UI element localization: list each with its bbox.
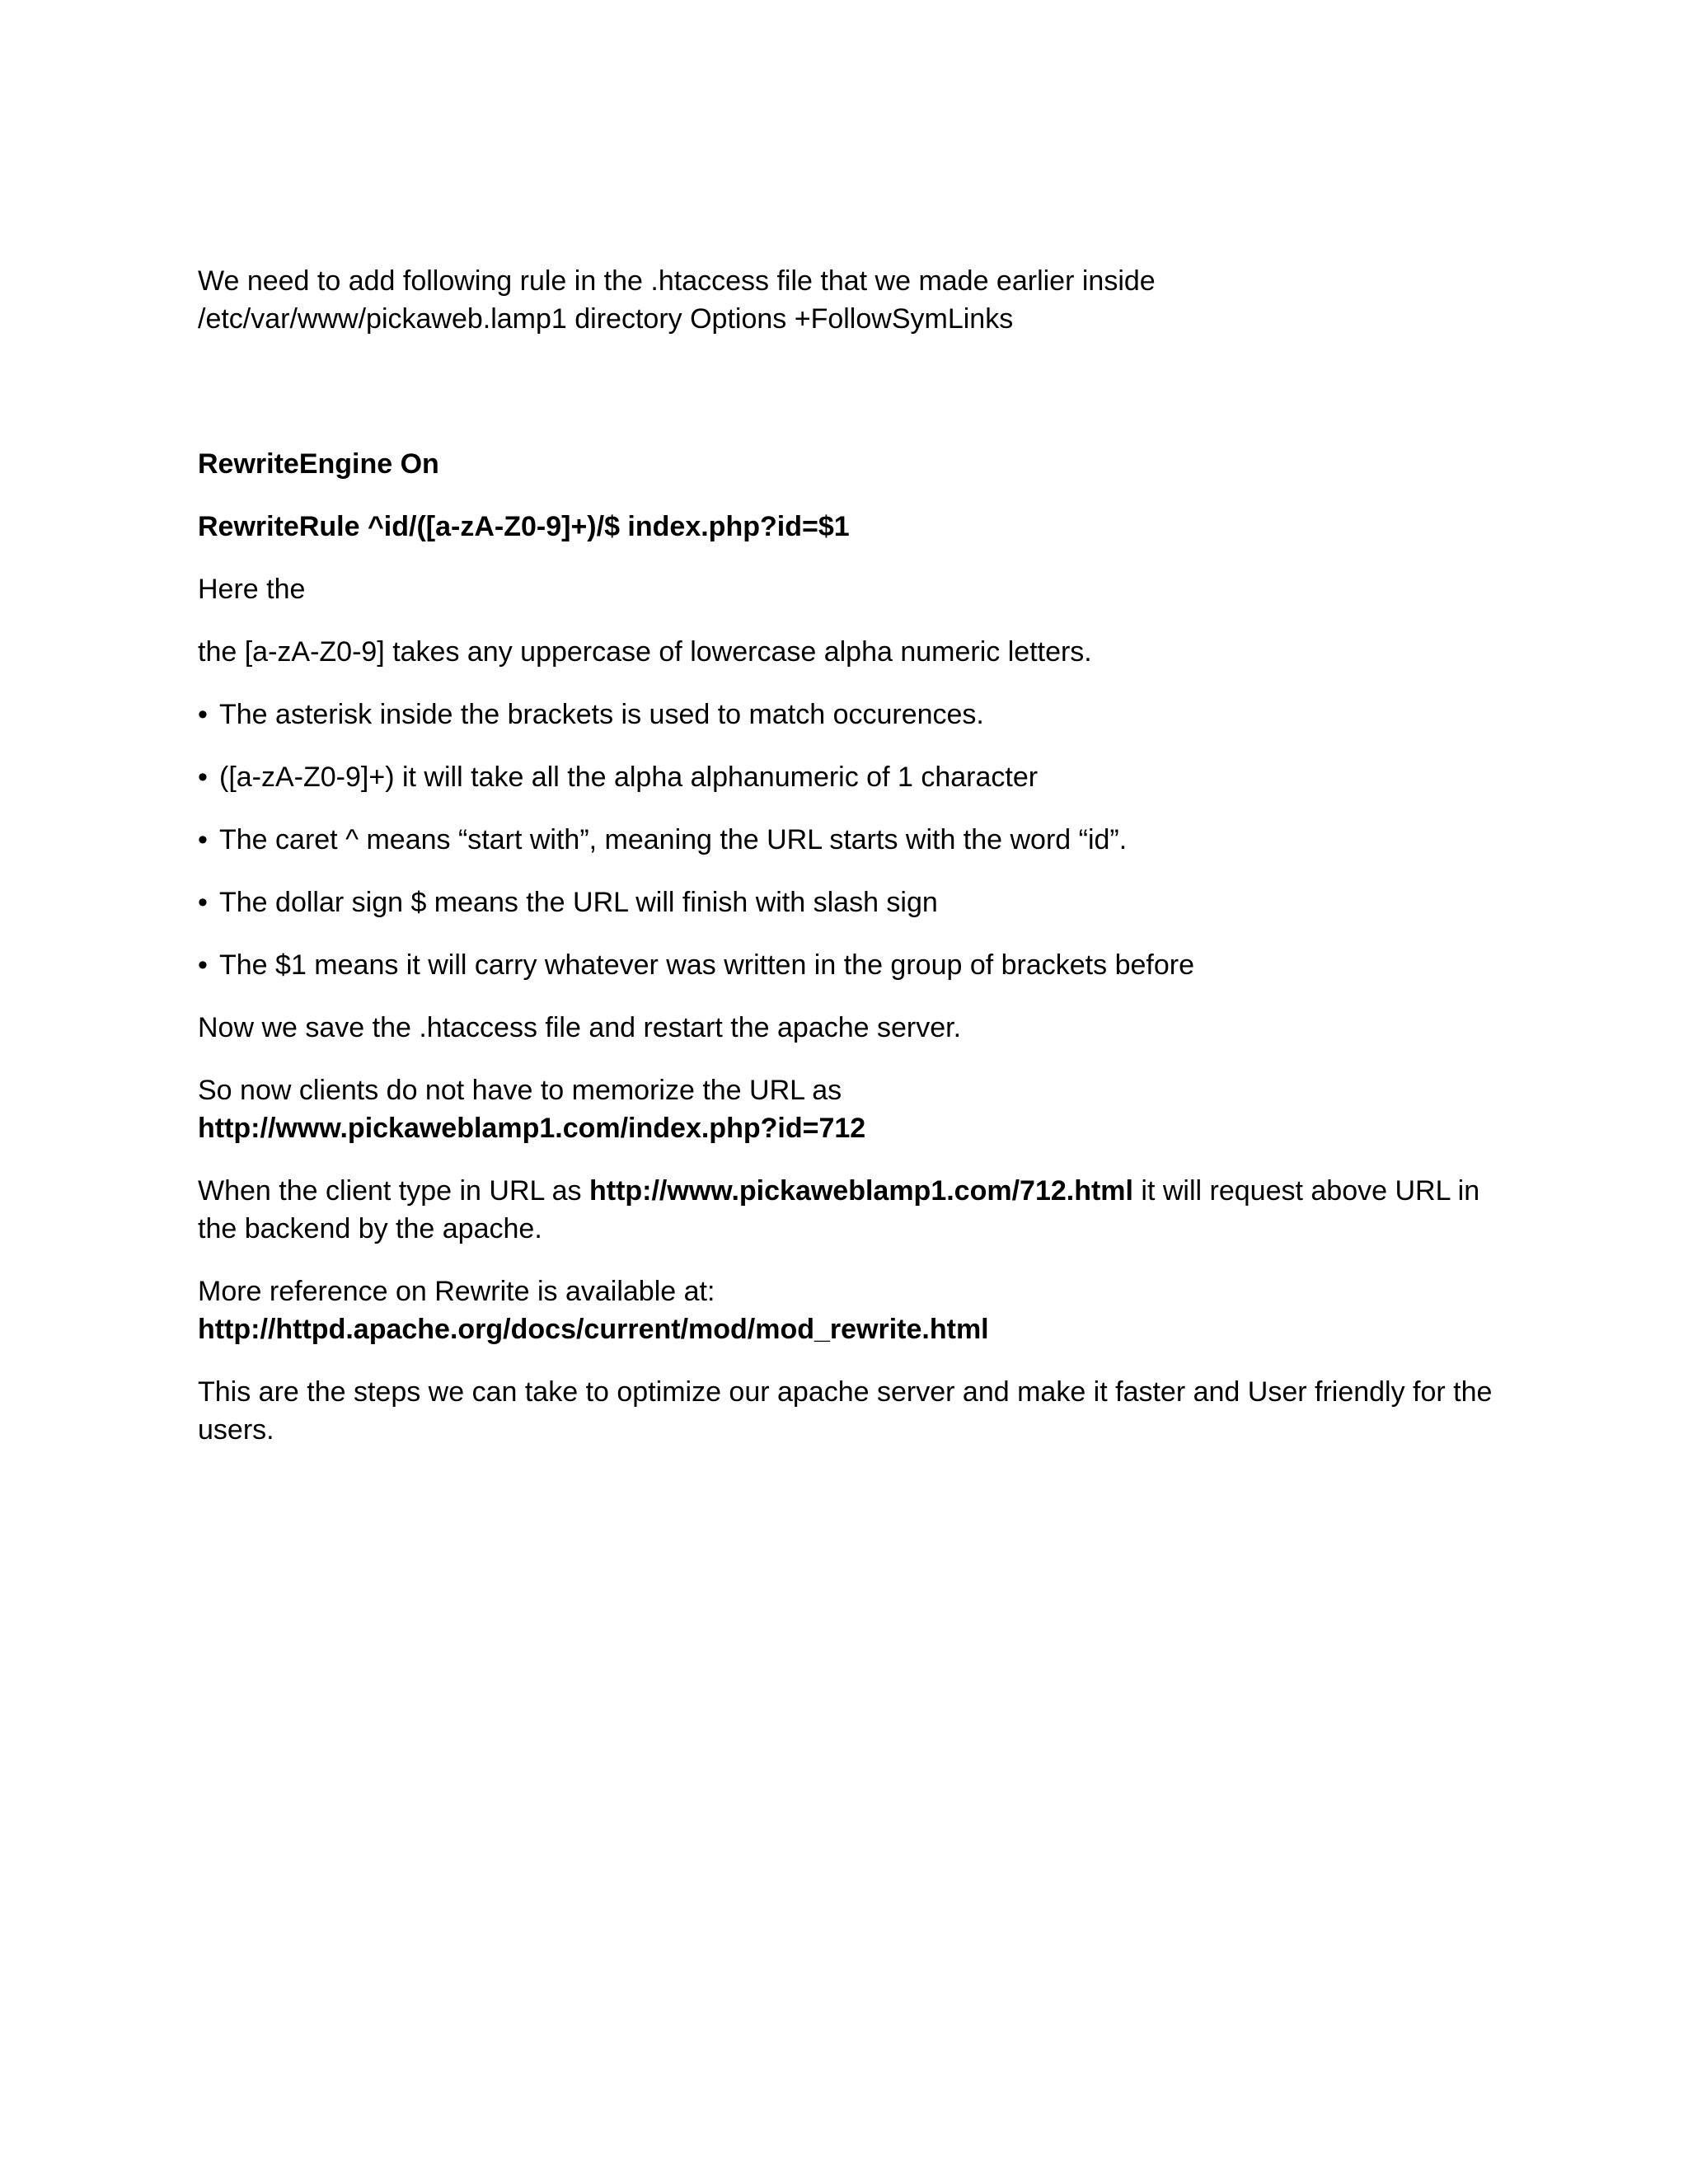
here-the-line: Here the	[198, 574, 306, 605]
bullet-text: The caret ^ means “start with”, meaning the URL starts with the word “id”.	[219, 824, 1128, 855]
reference-paragraph	[198, 1272, 1496, 1348]
bullet-icon: •	[198, 949, 208, 981]
bullet-item	[198, 758, 1496, 796]
memorize-url[interactable]: http://www.pickaweblamp1.com/index.php?id=712	[198, 1113, 866, 1144]
rewrite-engine-line: RewriteEngine On	[198, 448, 439, 480]
client-type-after: it will request above URL in the backend by the apache.	[198, 1175, 1480, 1244]
bullet-icon: •	[198, 762, 208, 793]
spacer	[198, 363, 1496, 445]
closing-paragraph: This are the steps we can take to optimize our apache server and make it faster and User friendly for the users.	[198, 1376, 1493, 1446]
save-restart-line: Now we save the .htaccess file and restart the apache server.	[198, 1012, 962, 1043]
bullet-item	[198, 696, 1496, 733]
explanation-line: the [a-zA-Z0-9] takes any uppercase of lowercase alpha numeric letters.	[198, 636, 1092, 668]
document-body	[198, 262, 1496, 1474]
bullet-text: The dollar sign $ means the URL will finish with slash sign	[219, 887, 938, 918]
bullet-text: ([a-zA-Z0-9]+) it will take all the alpha alphanumeric of 1 character	[219, 762, 1039, 793]
bullet-icon: •	[198, 887, 208, 918]
client-type-paragraph	[198, 1172, 1496, 1248]
bullet-item	[198, 821, 1496, 859]
bullet-item	[198, 946, 1496, 984]
intro-paragraph	[198, 262, 1496, 338]
bullet-text: The $1 means it will carry whatever was written in the group of brackets before	[219, 949, 1194, 981]
client-type-url[interactable]: http://www.pickaweblamp1.com/712.html	[588, 1175, 1133, 1207]
bullet-icon: •	[198, 824, 208, 855]
bullet-item	[198, 883, 1496, 921]
memorize-paragraph	[198, 1071, 1496, 1147]
bullet-icon: •	[198, 699, 208, 730]
intro-line-2: /etc/var/www/pickaweb.lamp1 directory Options +FollowSymLinks	[198, 303, 1014, 335]
bullet-text: The asterisk inside the brackets is used to match occurences.	[219, 699, 984, 730]
intro-line-1: We need to add following rule in the .htaccess file that we made earlier inside	[198, 265, 1156, 297]
reference-text: More reference on Rewrite is available at:	[198, 1276, 715, 1307]
memorize-text: So now clients do not have to memorize the URL as	[198, 1075, 842, 1106]
rewrite-rule-line: RewriteRule ^id/([a-zA-Z0-9]+)/$ index.php?id=$1	[198, 511, 850, 542]
client-type-before: When the client type in URL as	[198, 1175, 589, 1207]
reference-url[interactable]: http://httpd.apache.org/docs/current/mod/mod_rewrite.html	[198, 1314, 989, 1345]
